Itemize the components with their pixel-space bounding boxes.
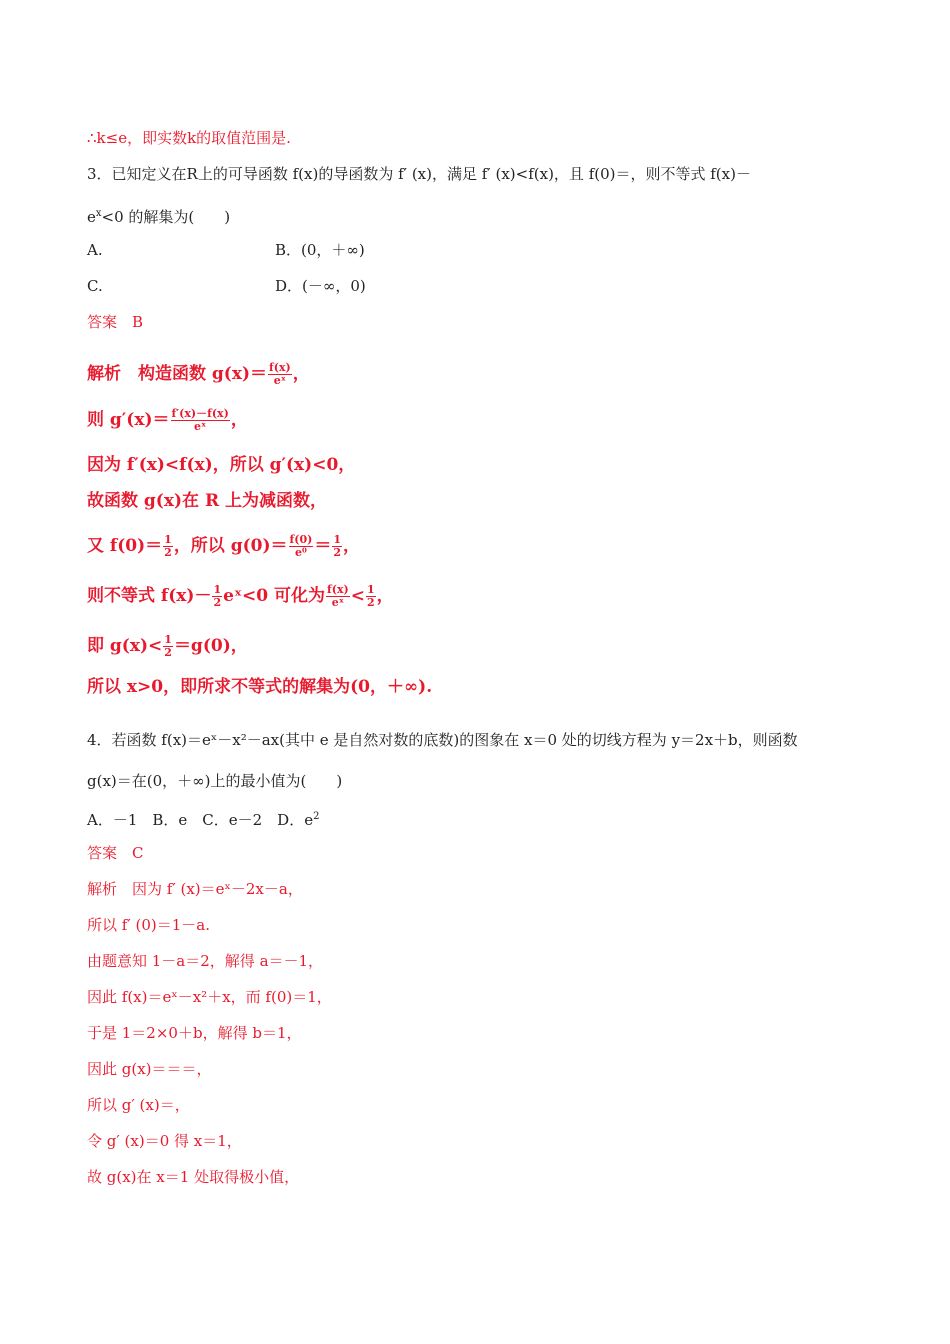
s6-f2-denominator: eˣ xyxy=(331,596,344,609)
s6-fraction-3 xyxy=(366,584,376,609)
s5-tail: ， xyxy=(343,536,360,556)
s5-fraction-1 xyxy=(163,534,173,559)
q4-solution-line-4: 因此 f(x)＝eˣ－x²＋x，而 f(0)＝1， xyxy=(87,988,332,1006)
question-3-stem-line-2 xyxy=(87,204,230,227)
s2-numerator: f′(x)－f(x) xyxy=(171,407,229,420)
s6-f2-numerator: f(x) xyxy=(327,583,349,596)
s7-fraction xyxy=(163,634,173,659)
s5-f2-numerator: f(0) xyxy=(289,533,313,546)
q4-solution-line-6: 因此 g(x)＝＝＝， xyxy=(87,1060,212,1078)
s1-numerator: f(x) xyxy=(269,361,291,374)
s7-text: 即 g(x)< xyxy=(87,636,163,656)
q4-options-text: A．－1 B．e C．e－2 D．e xyxy=(87,811,314,829)
s1-denominator: eˣ xyxy=(273,374,286,387)
question-4-stem-line-1: 4．若函数 f(x)＝eˣ－x²－ax(其中 e 是自然对数的底数)的图象在 x＝0 处的切线方程为 y＝2x＋b，则函数 xyxy=(87,731,798,749)
s7-tail: ＝g(0)， xyxy=(173,636,248,656)
s5-f1-numerator: 1 xyxy=(164,533,172,546)
s7-numerator: 1 xyxy=(164,633,172,646)
q4-option-d-exponent: 2 xyxy=(313,811,320,822)
s1-tail: ， xyxy=(292,364,310,384)
q4-solution-line-2: 所以 f′ (0)＝1－a. xyxy=(87,916,210,934)
s5-f2-denominator: e⁰ xyxy=(295,546,307,559)
q3-solution-line-2 xyxy=(87,408,248,433)
s6-f1-numerator: 1 xyxy=(213,583,222,596)
s6-f3-denominator: 2 xyxy=(366,596,375,609)
s6-text: 则不等式 f(x)－ xyxy=(87,586,212,606)
q3-option-d: D．(－∞，0) xyxy=(275,277,366,295)
s5-fraction-2 xyxy=(289,534,314,559)
q3-option-b: B．(0，＋∞) xyxy=(275,241,365,259)
q3-e: e xyxy=(87,208,96,226)
s5-f3-numerator: 1 xyxy=(333,533,341,546)
q3-solution-line-6 xyxy=(87,584,394,609)
q4-solution-line-1: 解析 因为 f′ (x)＝eˣ－2x－a， xyxy=(87,880,303,898)
s5-equals: ＝ xyxy=(314,536,332,556)
q3-option-a: A. xyxy=(87,241,103,259)
s6-tail: ， xyxy=(376,586,394,606)
q4-solution-line-7: 所以 g′ (x)＝， xyxy=(87,1096,190,1114)
s5-fraction-3 xyxy=(332,534,342,559)
question-3-stem-line-1: 3．已知定义在R上的可导函数 f(x)的导函数为 f′ (x)，满足 f′ (x)<f(x)，且 f(0)＝，则不等式 f(x)－ xyxy=(87,165,751,183)
q3-solution-line-4: 故函数 g(x)在 R 上为减函数， xyxy=(87,491,327,511)
q4-solution-line-3: 由题意知 1－a＝2，解得 a＝－1， xyxy=(87,952,324,970)
s7-denominator: 2 xyxy=(164,646,172,659)
q4-options xyxy=(87,807,319,830)
q3-solution-line-5 xyxy=(87,534,360,559)
s6-f1-denominator: 2 xyxy=(213,596,222,609)
q3-option-c: C. xyxy=(87,277,103,295)
s6-f3-numerator: 1 xyxy=(366,583,375,596)
q3-solution-line-8: 所以 x>0，即所求不等式的解集为(0，＋∞). xyxy=(87,677,433,697)
s5-text: 又 f(0)＝ xyxy=(87,536,163,556)
s2-text: 则 g′(x)＝ xyxy=(87,410,170,430)
s6-less-than: < xyxy=(350,586,365,606)
q4-solution-line-9: 故 g(x)在 x＝1 处取得极小值， xyxy=(87,1168,300,1186)
q3-e-exponent: x xyxy=(95,208,102,219)
s1-text: 解析 构造函数 g(x)＝ xyxy=(87,364,268,384)
q4-solution-line-8: 令 g′ (x)＝0 得 x＝1， xyxy=(87,1132,242,1150)
q4-solution-line-5: 于是 1＝2×0＋b，解得 b＝1， xyxy=(87,1024,302,1042)
q3-tail: <0 的解集为( ) xyxy=(101,208,231,226)
s6-fraction-2 xyxy=(326,584,350,609)
s6-mid: eˣ<0 可化为 xyxy=(223,586,326,606)
q3-solution-line-1 xyxy=(87,362,310,387)
s2-denominator: eˣ xyxy=(194,420,207,433)
s2-tail: ， xyxy=(230,410,248,430)
q3-solution-line-3: 因为 f′(x)<f(x)，所以 g′(x)<0， xyxy=(87,455,356,475)
question-4-stem-line-2: g(x)＝在(0，＋∞)上的最小值为( ) xyxy=(87,772,343,790)
q4-answer: 答案 C xyxy=(87,844,144,862)
s1-fraction xyxy=(268,362,292,387)
s2-fraction xyxy=(171,408,230,433)
s6-fraction-1 xyxy=(212,584,222,609)
q3-answer: 答案 B xyxy=(87,313,144,331)
s5-f1-denominator: 2 xyxy=(164,546,172,559)
conclusion-line: ∴k≤e，即实数k的取值范围是. xyxy=(87,129,291,147)
q3-solution-line-7 xyxy=(87,634,248,659)
s5-f3-denominator: 2 xyxy=(333,546,341,559)
s5-mid: ，所以 g(0)＝ xyxy=(173,536,288,556)
